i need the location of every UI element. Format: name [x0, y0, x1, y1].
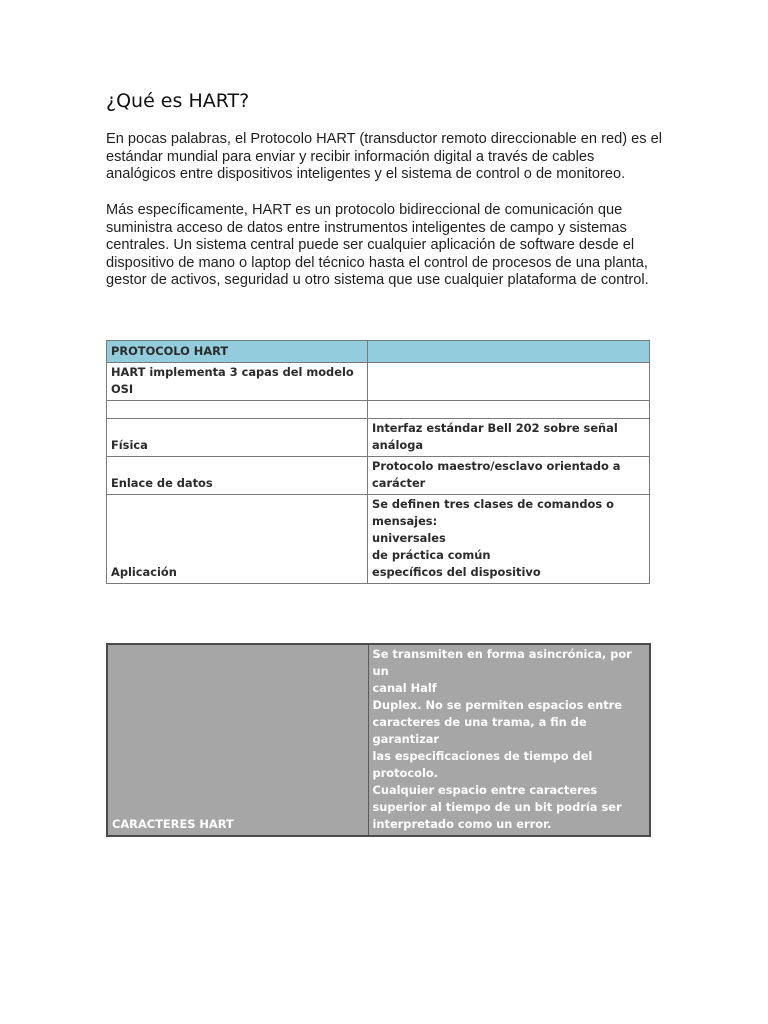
layer-physical-cell: Física — [107, 419, 368, 457]
desc-line: de práctica común — [372, 548, 491, 562]
table-row — [107, 457, 650, 495]
osi-layers-cell: HART implementa 3 capas del modelo OSI — [107, 363, 368, 401]
layer-application-cell: Aplicación — [107, 495, 368, 584]
desc-line: Duplex. No se permiten espacios entre — [372, 698, 622, 712]
layer-datalink-cell: Enlace de datos — [107, 457, 368, 495]
desc-line: Cualquier espacio entre caracteres — [372, 783, 598, 797]
desc-line: interpretado como un error. — [372, 817, 552, 831]
characters-label-cell: CARACTERES HART — [107, 644, 368, 836]
table-row — [107, 495, 650, 584]
intro-paragraph: En pocas palabras, el Protocolo HART (transductor remoto direccionable en red) es el estándar mundial para enviar y recibir información digital a través de cables analógicos entre dispositivos inteligentes y el sistema de control o de monitoreo. — [106, 131, 662, 183]
osi-layers-value-cell — [368, 363, 650, 401]
layer-physical-desc-cell: Interfaz estándar Bell 202 sobre señal análoga — [368, 419, 650, 457]
layer-datalink-desc-cell — [368, 457, 650, 495]
table-row — [107, 644, 650, 836]
desc-line: específicos del dispositivo — [372, 565, 541, 579]
desc-line: mensajes: — [372, 514, 438, 528]
empty-cell — [107, 401, 368, 419]
desc-line: caracteres de una trama, a fin de garantizar — [372, 715, 587, 746]
table-header-row — [107, 341, 650, 363]
table-row — [107, 363, 650, 401]
desc-line: carácter — [372, 476, 426, 490]
desc-line: Se transmiten en forma asincrónica, por un — [372, 647, 632, 678]
desc-line: canal Half — [372, 681, 437, 695]
header-cell-protocol: PROTOCOLO HART — [107, 341, 368, 363]
page-title: ¿Qué es HART? — [106, 90, 250, 112]
desc-line: Protocolo maestro/esclavo orientado a — [372, 459, 621, 473]
hart-characters-table — [106, 643, 651, 837]
detail-paragraph: Más específicamente, HART es un protocolo bidireccional de comunicación que suministra acceso de datos entre instrumentos inteligentes de campo y sistemas centrales. Un sistema central puede ser cualquier aplicación de software desde el dispositivo de mano o laptop del técnico hasta el control de procesos de una planta, gestor de activos, seguridad u otro sistema que use cualquier plataforma de control. — [106, 202, 649, 289]
empty-cell — [368, 401, 650, 419]
desc-line: Se definen tres clases de comandos o — [372, 497, 614, 511]
layer-application-desc-cell — [368, 495, 650, 584]
header-cell-empty — [368, 341, 650, 363]
desc-line: universales — [372, 531, 446, 545]
desc-line: superior al tiempo de un bit podría ser — [372, 800, 622, 814]
hart-protocol-table — [106, 340, 650, 584]
table-row — [107, 419, 650, 457]
desc-line: las especificaciones de tiempo del protocolo. — [372, 749, 593, 780]
table-row-empty — [107, 401, 650, 419]
characters-desc-cell — [368, 644, 650, 836]
